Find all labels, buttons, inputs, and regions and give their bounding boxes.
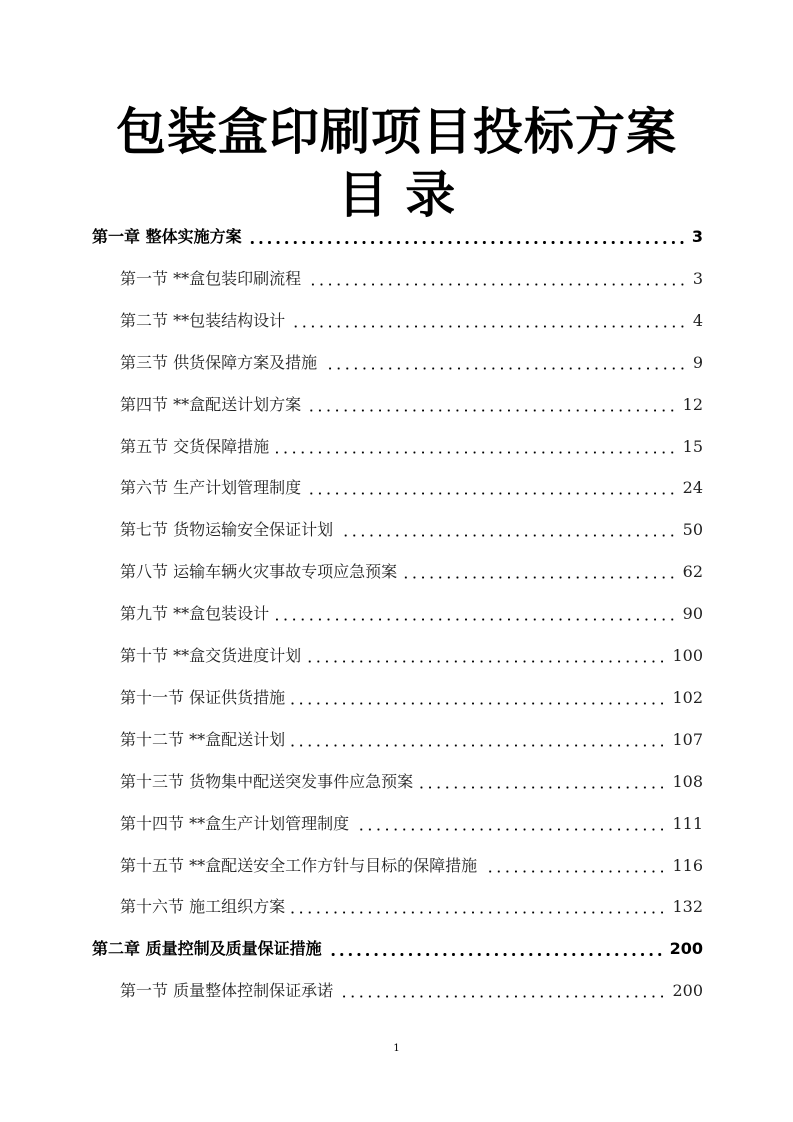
page-number: 1 [393,1043,400,1054]
toc-entry-page: 111 [672,813,703,833]
dot-leader [355,828,666,831]
toc-entry-page: 102 [672,687,703,707]
toc-section-entry[interactable] [120,727,703,753]
toc-entry-label: 第十四节 **盒生产计划管理制度 [120,813,350,833]
toc-entry-page: 200 [669,939,703,959]
toc-entry-label: 第十五节 **盒配送安全工作方针与目标的保障措施 [120,855,478,875]
dot-leader [419,786,666,789]
toc-entry-page: 24 [682,478,703,498]
dot-leader [248,241,686,244]
dot-leader [328,953,664,956]
toc-section-entry[interactable] [120,517,703,543]
toc-section-entry[interactable] [120,601,703,627]
toc-entry-label: 第六节 生产计划管理制度 [120,478,302,498]
dot-leader [339,995,666,998]
toc-section-entry[interactable] [120,392,703,418]
toc-section-entry[interactable] [120,853,703,879]
toc-section-entry[interactable] [120,350,703,376]
toc-section-entry[interactable] [120,434,703,460]
toc-entry-page: 4 [692,310,703,330]
toc-entry-page: 108 [672,771,703,791]
toc-entry-label: 第十节 **盒交货进度计划 [120,646,302,665]
dot-leader [307,283,687,286]
toc-section-entry[interactable] [120,643,703,669]
dot-leader [307,492,677,495]
toc-entry-label: 第九节 **盒包装设计 [120,604,270,624]
toc-entry-page: 107 [672,729,703,749]
toc-entry-page: 3 [691,227,703,246]
toc-entry-page: 62 [682,562,703,582]
toc-section-entry[interactable] [120,559,703,585]
toc-heading: 目 录 [337,166,456,224]
toc-entry-label: 第四节 **盒配送计划方案 [120,394,302,414]
toc-entry-page: 100 [672,646,703,665]
toc-section-entry[interactable] [120,978,703,1004]
toc-entry-page: 9 [692,352,703,372]
toc-entry-page: 3 [692,268,703,288]
toc-entry-label: 第十三节 货物集中配送突发事件应急预案 [120,771,414,791]
toc-section-entry[interactable] [120,685,703,711]
toc-entry-page: 90 [682,604,703,624]
toc-entry-page: 12 [682,394,703,414]
toc-entry-page: 116 [672,855,703,875]
dot-leader [403,576,677,579]
toc-chapter-entry[interactable] [92,936,703,962]
toc-section-entry[interactable] [120,266,703,292]
dot-leader [291,702,666,705]
toc-entry-label: 第十一节 保证供货措施 [120,687,286,707]
document-title: 包装盒印刷项目投标方案 [116,103,677,161]
dot-leader [291,325,687,328]
toc-entry-label: 第一章 整体实施方案 [92,227,242,246]
toc-entry-page: 15 [682,436,703,456]
toc-entry-label: 第十六节 施工组织方案 [120,897,286,917]
toc-entry-label: 第八节 运输车辆火灾事故专项应急预案 [120,562,398,582]
toc-entry-label: 第三节 供货保障方案及措施 [120,352,318,372]
toc-entry-label: 第七节 货物运输安全保证计划 [120,520,334,540]
toc-entry-label: 第十二节 **盒配送计划 [120,729,286,749]
toc-entry-label: 第一节 质量整体控制保证承诺 [120,981,334,1001]
dot-leader [483,870,666,873]
toc-section-entry[interactable] [120,308,703,334]
toc-section-entry[interactable] [120,769,703,795]
dot-leader [275,451,677,454]
dot-leader [339,534,677,537]
toc-entry-page: 200 [672,981,703,1001]
dot-leader [323,367,687,370]
toc-entry-label: 第二章 质量控制及质量保证措施 [92,939,322,959]
toc-chapter-entry[interactable] [92,224,703,250]
toc-section-entry[interactable] [120,475,703,501]
toc-section-entry[interactable] [120,894,703,920]
dot-leader [275,618,677,621]
toc-entry-page: 132 [672,897,703,917]
toc-entry-label: 第二节 **包装结构设计 [120,310,286,330]
toc-entry-page: 50 [682,520,703,540]
dot-leader [307,409,677,412]
toc-entry-label: 第五节 交货保障措施 [120,436,270,456]
toc-entry-label: 第一节 **盒包装印刷流程 [120,268,302,288]
toc-section-entry[interactable] [120,811,703,837]
dot-leader [291,911,666,914]
dot-leader [291,744,666,747]
dot-leader [307,660,666,663]
